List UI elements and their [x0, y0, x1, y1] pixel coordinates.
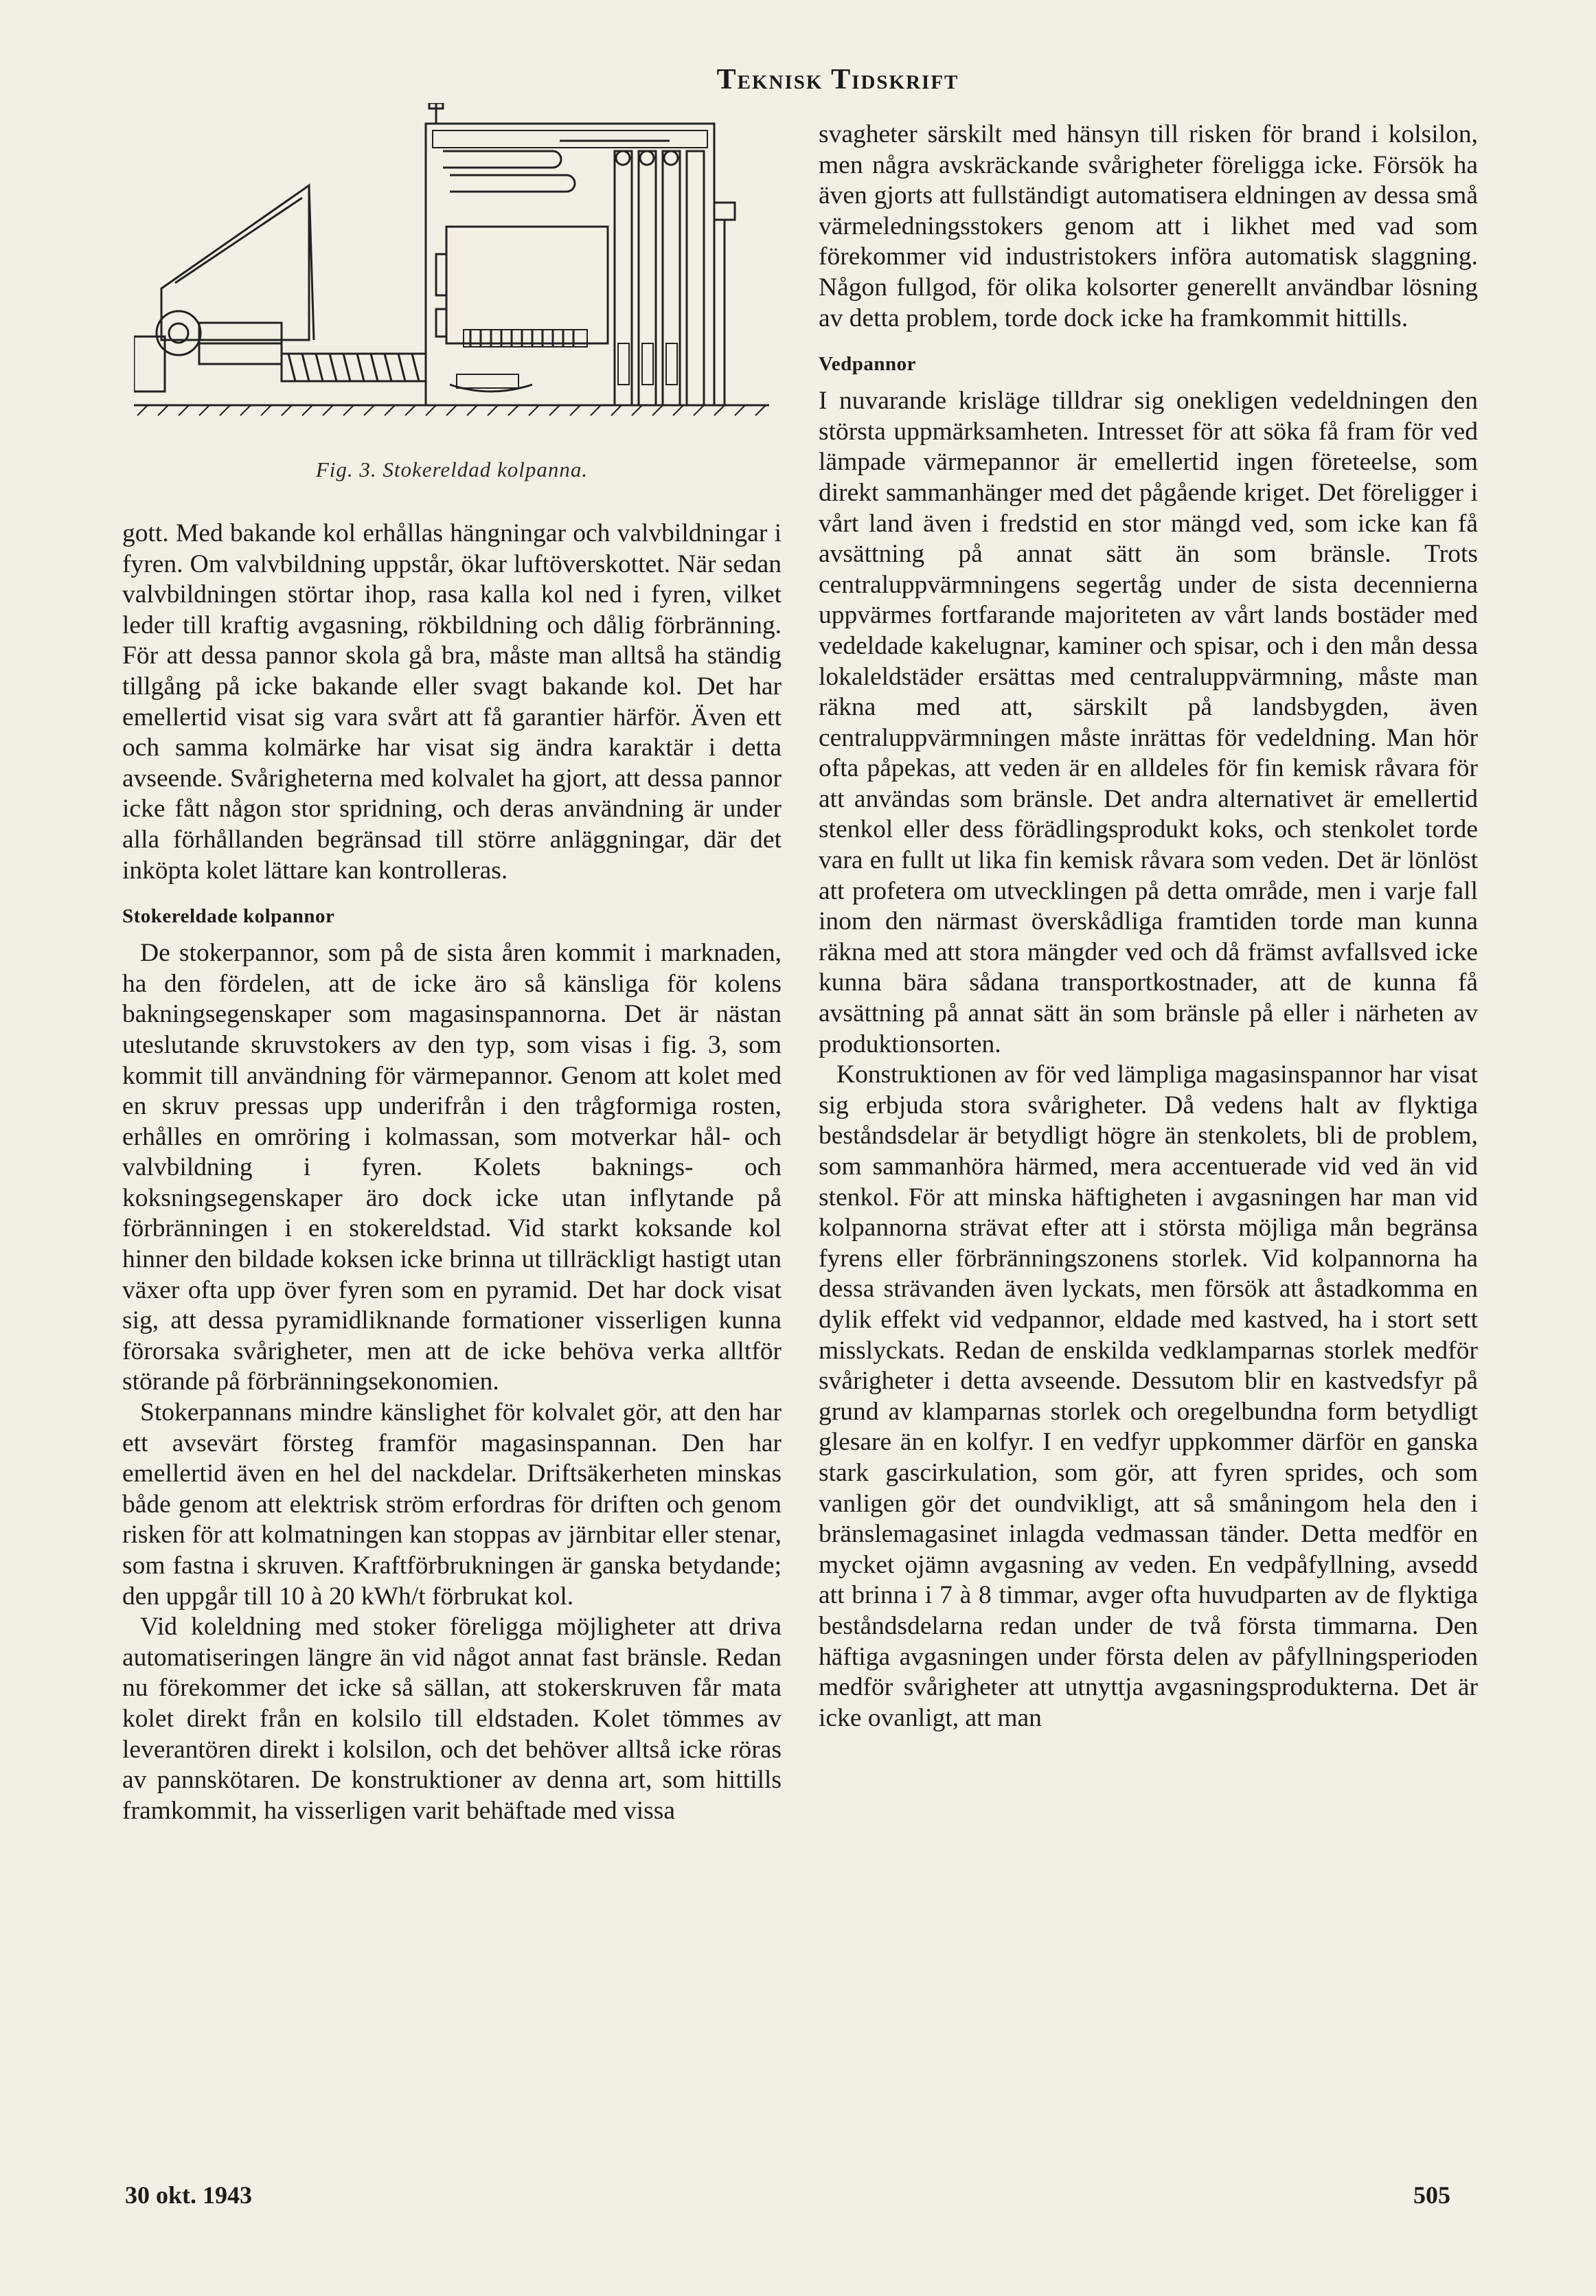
running-head: Teknisk Tidskrift [716, 64, 959, 95]
boiler-figure [134, 103, 779, 433]
left-column [122, 519, 782, 1826]
right-column [819, 120, 1478, 1734]
section-heading: Vedpannor [819, 353, 917, 376]
paragraph: I nuvarande krisläge tilldrar sig onekligen vedeldningen den största uppmärksamheten. Intresset för att söka få fram för ved lämpade värmepannor är emellertid ingen företeelse, som direkt sammanhänger med det pågående kriget. Det föreligger i vårt land även i fredstid en stor mängd ved, som icke kan få avsättning på annat sätt än som bränsle. Trots centraluppvärmningens segertåg under de sista decennierna uppvärmes fortfarande majoriteten av vårt lands bostäder med vedeldade kakelugnar, kaminer och spisar, och i den mån dessa lokaleldstäder ersättas med centraluppvärmning, måste man räkna med att, särskilt på landsbygden, även centraluppvärmningen måste inrättas för vedeldning. Man hör ofta påpekas, att veden är en alldeles för fin kemisk råvara för att användas som bränsle. Det andra alternativet är emellertid stenkol eller dess förädlingsprodukt koks, och stenkolet torde vara en fullt ut lika fin kemisk råvara som veden. Det är lönlöst att profetera om utvecklingen på detta område, men i varje fall inom den närmast överskådliga framtiden torde man kunna räkna med att stora mängder ved och då främst avfallsved icke kunna bära sådana transportkostnader, att de kunna få avsättning på annat sätt än som bränsle på eller i närheten av produktionsorten. [819, 387, 1478, 1058]
paragraph: Stokerpannans mindre känslighet för kolvalet gör, att den har ett avsevärt försteg framför magasinspannan. Den har emellertid även en hel del nackdelar. Driftsäkerheten minskas både genom att elektrisk ström erfordras för driften och genom risken för att kolmatningen kan stoppas av järnbitar eller stenar, som fastna i skruven. Kraftförbrukningen är ganska betydande; den uppgår till 10 à 20 kWh/t förbrukat kol. [122, 1398, 782, 1611]
figure-caption: Fig. 3. Stokereldad kolpanna. [315, 457, 589, 481]
paragraph: Vid koleldning med stoker föreligga möjligheter att driva automatiseringen längre än vid något annat fast bränsle. Redan nu förekommer det icke så sällan, att stokerskruven får mata kolet direkt från en kolsilo till eldstaden. Kolet tömmes av leverantören direkt i kolsilon, och det behöver alltså icke röras av pannskötaren. De konstruktioner av denna art, som hittills framkommit, ha visserligen varit behäftade med vissa [122, 1613, 782, 1825]
paragraph: gott. Med bakande kol erhållas hängningar och valvbildningar i fyren. Om valvbildning uppstår, ökar luftöverskottet. När sedan valvbildningen störtar ihop, rasa kalla kol ned i fyren, vilket leder till kraftig avgasning, rökbildning och dålig förbränning. För att dessa pannor skola gå bra, måste man alltså ha ständig tillgång på icke bakande eller svagt bakande kol. Det har emellertid visat sig vara svårt att få garantier härför. Även ett och samma kolmärke har visat sig ändra karaktär i detta avseende. Svårigheterna med kolvalet ha gjort, att dessa pannor icke fått någon stor spridning, och deras användning är under alla förhållanden begränsad till större anläggningar, där det inköpta kolet lättare kan kontrolleras. [122, 519, 782, 885]
page-number: 505 [1413, 2181, 1450, 2209]
paragraph: svagheter särskilt med hänsyn till risken för brand i kolsilon, men några avskräckande svårigheter föreligga icke. Försök ha även gjorts att fullständigt automatisera eldningen av dessa små värmeledningsstokers genom att i likhet med vad som förekommer vid industristokers införa automatisk slaggning. Någon fullgod, för olika kolsorter generellt användbar lösning av detta problem, torde dock icke ha framkommit hittills. [819, 120, 1478, 332]
footer-date: 30 okt. 1943 [125, 2181, 253, 2209]
paragraph: De stokerpannor, som på de sista åren kommit i marknaden, ha den fördelen, att de icke äro så känsliga för kolens bakningsegenskaper som magasinspannorna. Det är nästan uteslutande skruvstokers av den typ, som visas i fig. 3, som kommit till användning för värmepannor. Genom att kolet med en skruv pressas upp underifrån i den trågformiga rosten, erhålles en omröring i kolmassan, som motverkar hål- och valvbildning i fyren. Kolets baknings- och koksningsegenskaper äro dock icke utan inflytande på förbränningen i en stokereldstad. Vid starkt koksande kol hinner den bildade koksen icke brinna ut tillräckligt hastigt utan växer ofta upp över fyren som en pyramid. Det har dock visat sig, att dessa pyramidliknande formationer visserligen kunna förorsaka svårigheter, men att de icke behöva verka alltför störande på förbränningsekonomien. [122, 939, 782, 1396]
paragraph: Konstruktionen av för ved lämpliga magasinspannor har visat sig erbjuda stora svårigheter. Då vedens halt av flyktiga beståndsdelar är betydligt högre än stenkolets, bli de problem, som sammanhöra härmed, mera accentuerade vid ved än vid stenkol. För att minska häftigheten i avgasningen har man vid kolpannorna strävat efter att i största möjliga mån begränsa fyrens eller förbränningszonens storlek. Vid kolpannorna ha dessa strävanden även lyckats, men försök att åstadkomma en dylik effekt vid vedpannor, eldade med kastved, ha i stort sett misslyckats. Redan de enskilda vedklamparnas storlek medför svårigheter i detta avseende. Dessutom blir en kastvedsfyr på grund av klamparnas storlek och oregelbundna form betydligt glesare än en kolfyr. I en vedfyr uppkommer därför en ganska stark gascirkulation, som gör, att fyren sprides, och som vanligen gör det oundvikligt, att så småningom hela den i bränslemagasinet inlagda vedmassan tänder. Detta medför en mycket ojämn avgasning av veden. En vedpåfyllning, avsedd att brinna i 7 à 8 timmar, avger ofta huvudparten av de flyktiga beståndsdelarna redan under de två första timmarna. Den häftiga avgasningen under första delen av påfyllningsperioden medför svårigheter att utnyttja avgasningsprodukterna. Det är icke ovanligt, att man [819, 1060, 1478, 1732]
section-heading: Stokereldade kolpannor [122, 905, 335, 928]
